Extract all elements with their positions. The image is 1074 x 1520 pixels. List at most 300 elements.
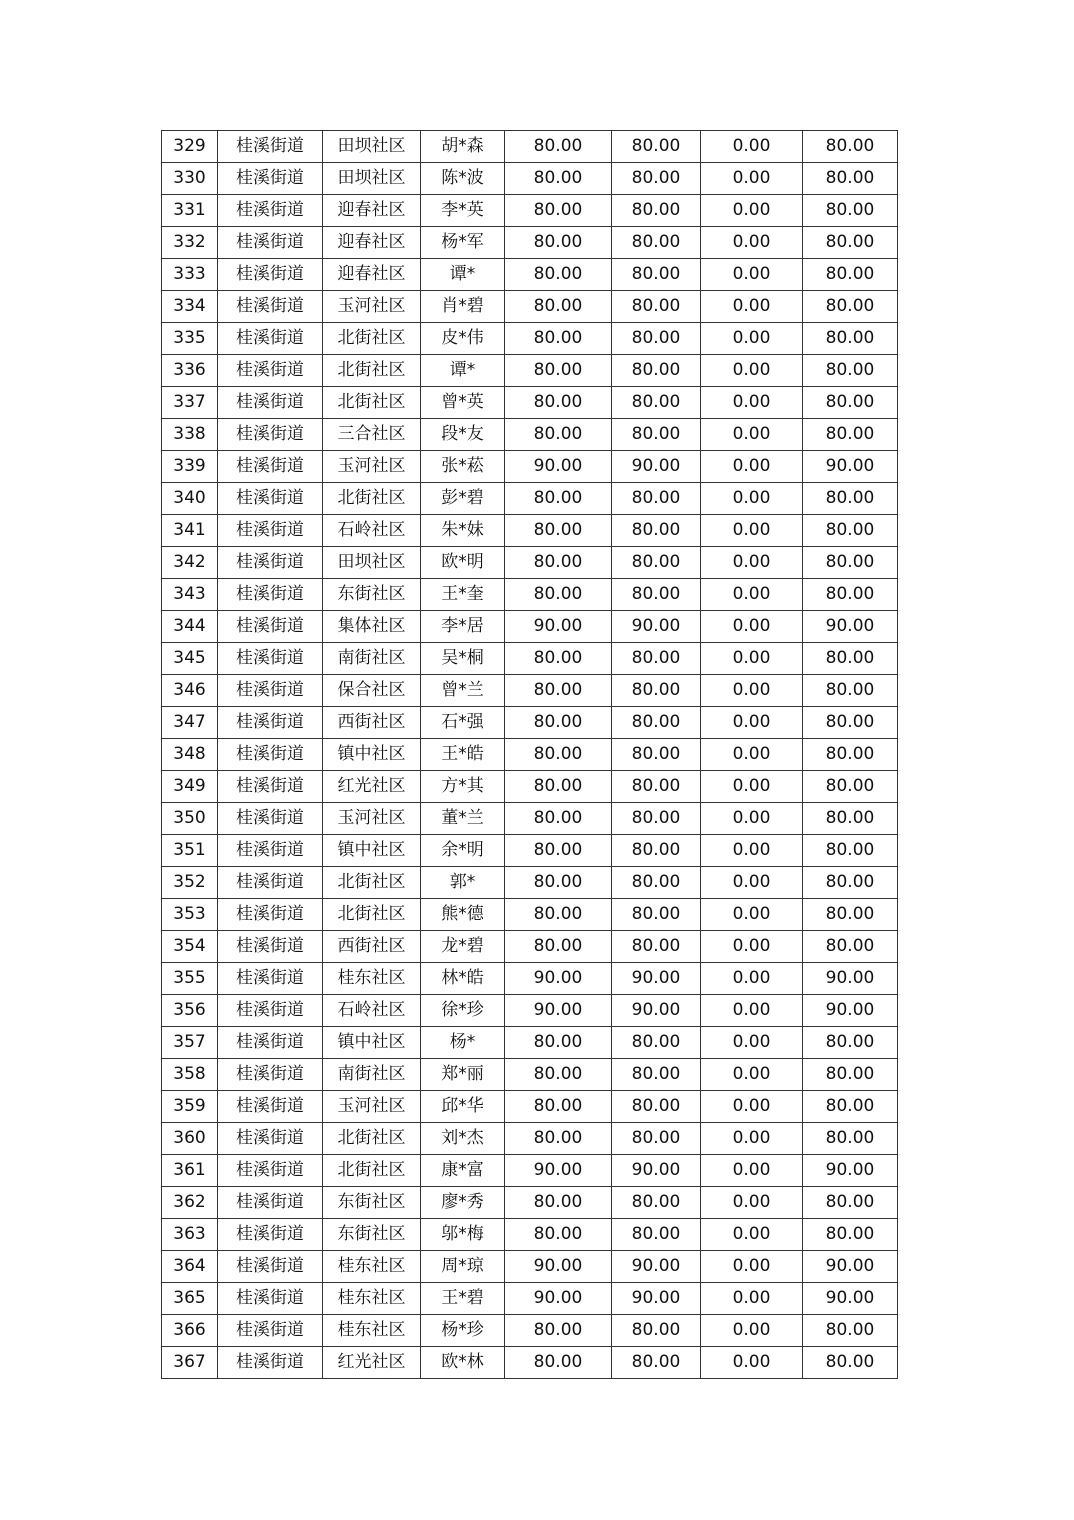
name-cell: 方*其 — [421, 771, 505, 803]
table-row — [162, 451, 898, 483]
row-number-cell: 355 — [162, 963, 218, 995]
street-cell: 桂溪街道 — [218, 291, 323, 323]
amount-cell: 80.00 — [505, 835, 612, 867]
amount-cell: 80.00 — [612, 675, 701, 707]
community-cell: 玉河社区 — [323, 451, 421, 483]
amount-cell: 80.00 — [505, 547, 612, 579]
amount-cell: 80.00 — [505, 387, 612, 419]
street-cell: 桂溪街道 — [218, 1347, 323, 1379]
name-cell: 肖*碧 — [421, 291, 505, 323]
street-cell: 桂溪街道 — [218, 931, 323, 963]
amount-cell: 80.00 — [612, 355, 701, 387]
amount-cell: 80.00 — [612, 195, 701, 227]
name-cell: 张*菘 — [421, 451, 505, 483]
amount-cell: 0.00 — [701, 867, 803, 899]
community-cell: 东街社区 — [323, 1219, 421, 1251]
amount-cell: 0.00 — [701, 931, 803, 963]
amount-cell: 80.00 — [612, 803, 701, 835]
amount-cell: 80.00 — [803, 1187, 898, 1219]
amount-cell: 80.00 — [803, 1027, 898, 1059]
amount-cell: 80.00 — [803, 547, 898, 579]
amount-cell: 90.00 — [505, 963, 612, 995]
community-cell: 玉河社区 — [323, 803, 421, 835]
community-cell: 南街社区 — [323, 1059, 421, 1091]
amount-cell: 80.00 — [803, 163, 898, 195]
table-body — [162, 131, 898, 1379]
name-cell: 曾*兰 — [421, 675, 505, 707]
amount-cell: 0.00 — [701, 579, 803, 611]
street-cell: 桂溪街道 — [218, 643, 323, 675]
amount-cell: 80.00 — [612, 835, 701, 867]
amount-cell: 80.00 — [612, 771, 701, 803]
amount-cell: 90.00 — [612, 1155, 701, 1187]
row-number-cell: 365 — [162, 1283, 218, 1315]
row-number-cell: 354 — [162, 931, 218, 963]
amount-cell: 0.00 — [701, 643, 803, 675]
street-cell: 桂溪街道 — [218, 771, 323, 803]
amount-cell: 80.00 — [505, 483, 612, 515]
row-number-cell: 336 — [162, 355, 218, 387]
table-row — [162, 707, 898, 739]
amount-cell: 0.00 — [701, 259, 803, 291]
row-number-cell: 360 — [162, 1123, 218, 1155]
amount-cell: 80.00 — [612, 579, 701, 611]
community-cell: 镇中社区 — [323, 739, 421, 771]
amount-cell: 80.00 — [612, 227, 701, 259]
name-cell: 谭* — [421, 259, 505, 291]
table-row — [162, 483, 898, 515]
amount-cell: 80.00 — [612, 323, 701, 355]
table-row — [162, 1347, 898, 1379]
amount-cell: 80.00 — [612, 163, 701, 195]
amount-cell: 80.00 — [612, 419, 701, 451]
table-row — [162, 899, 898, 931]
row-number-cell: 346 — [162, 675, 218, 707]
row-number-cell: 352 — [162, 867, 218, 899]
amount-cell: 80.00 — [505, 1027, 612, 1059]
amount-cell: 80.00 — [505, 323, 612, 355]
amount-cell: 80.00 — [612, 291, 701, 323]
amount-cell: 80.00 — [505, 195, 612, 227]
amount-cell: 80.00 — [803, 387, 898, 419]
name-cell: 段*友 — [421, 419, 505, 451]
amount-cell: 90.00 — [612, 963, 701, 995]
amount-cell: 80.00 — [803, 1315, 898, 1347]
community-cell: 红光社区 — [323, 1347, 421, 1379]
amount-cell: 0.00 — [701, 803, 803, 835]
amount-cell: 80.00 — [803, 739, 898, 771]
table-row — [162, 515, 898, 547]
amount-cell: 80.00 — [803, 1219, 898, 1251]
community-cell: 桂东社区 — [323, 1251, 421, 1283]
street-cell: 桂溪街道 — [218, 739, 323, 771]
amount-cell: 0.00 — [701, 1347, 803, 1379]
amount-cell: 80.00 — [803, 675, 898, 707]
amount-cell: 0.00 — [701, 1315, 803, 1347]
amount-cell: 80.00 — [505, 515, 612, 547]
community-cell: 北街社区 — [323, 867, 421, 899]
amount-cell: 80.00 — [505, 1187, 612, 1219]
row-number-cell: 332 — [162, 227, 218, 259]
name-cell: 吴*桐 — [421, 643, 505, 675]
amount-cell: 80.00 — [505, 675, 612, 707]
street-cell: 桂溪街道 — [218, 675, 323, 707]
street-cell: 桂溪街道 — [218, 1059, 323, 1091]
amount-cell: 80.00 — [505, 899, 612, 931]
community-cell: 红光社区 — [323, 771, 421, 803]
name-cell: 王*皓 — [421, 739, 505, 771]
street-cell: 桂溪街道 — [218, 1219, 323, 1251]
community-cell: 东街社区 — [323, 579, 421, 611]
amount-cell: 0.00 — [701, 899, 803, 931]
amount-cell: 0.00 — [701, 323, 803, 355]
row-number-cell: 330 — [162, 163, 218, 195]
community-cell: 西街社区 — [323, 707, 421, 739]
amount-cell: 80.00 — [505, 643, 612, 675]
amount-cell: 80.00 — [612, 707, 701, 739]
amount-cell: 0.00 — [701, 707, 803, 739]
name-cell: 杨* — [421, 1027, 505, 1059]
amount-cell: 80.00 — [505, 1091, 612, 1123]
amount-cell: 80.00 — [803, 227, 898, 259]
street-cell: 桂溪街道 — [218, 387, 323, 419]
amount-cell: 80.00 — [803, 1123, 898, 1155]
street-cell: 桂溪街道 — [218, 611, 323, 643]
amount-cell: 0.00 — [701, 227, 803, 259]
amount-cell: 0.00 — [701, 195, 803, 227]
amount-cell: 80.00 — [505, 579, 612, 611]
amount-cell: 80.00 — [803, 803, 898, 835]
amount-cell: 80.00 — [612, 1315, 701, 1347]
amount-cell: 80.00 — [803, 355, 898, 387]
name-cell: 陈*波 — [421, 163, 505, 195]
amount-cell: 80.00 — [612, 643, 701, 675]
name-cell: 王*碧 — [421, 1283, 505, 1315]
amount-cell: 80.00 — [803, 707, 898, 739]
amount-cell: 80.00 — [803, 835, 898, 867]
table-row — [162, 579, 898, 611]
community-cell: 北街社区 — [323, 355, 421, 387]
amount-cell: 80.00 — [505, 419, 612, 451]
amount-cell: 80.00 — [612, 1091, 701, 1123]
row-number-cell: 359 — [162, 1091, 218, 1123]
name-cell: 谭* — [421, 355, 505, 387]
table-row — [162, 387, 898, 419]
community-cell: 迎春社区 — [323, 227, 421, 259]
table-row — [162, 1155, 898, 1187]
row-number-cell: 364 — [162, 1251, 218, 1283]
amount-cell: 0.00 — [701, 419, 803, 451]
amount-cell: 80.00 — [612, 1347, 701, 1379]
amount-cell: 90.00 — [505, 1283, 612, 1315]
amount-cell: 80.00 — [803, 643, 898, 675]
street-cell: 桂溪街道 — [218, 451, 323, 483]
community-cell: 桂东社区 — [323, 1315, 421, 1347]
row-number-cell: 340 — [162, 483, 218, 515]
row-number-cell: 351 — [162, 835, 218, 867]
amount-cell: 80.00 — [803, 515, 898, 547]
amount-cell: 80.00 — [612, 1059, 701, 1091]
row-number-cell: 344 — [162, 611, 218, 643]
community-cell: 镇中社区 — [323, 835, 421, 867]
name-cell: 石*强 — [421, 707, 505, 739]
street-cell: 桂溪街道 — [218, 1027, 323, 1059]
street-cell: 桂溪街道 — [218, 195, 323, 227]
amount-cell: 80.00 — [803, 131, 898, 163]
table-row — [162, 835, 898, 867]
community-cell: 田坝社区 — [323, 131, 421, 163]
amount-cell: 80.00 — [612, 1187, 701, 1219]
table-row — [162, 1283, 898, 1315]
amount-cell: 80.00 — [803, 1347, 898, 1379]
amount-cell: 80.00 — [803, 1059, 898, 1091]
amount-cell: 80.00 — [612, 739, 701, 771]
row-number-cell: 345 — [162, 643, 218, 675]
amount-cell: 90.00 — [505, 1251, 612, 1283]
amount-cell: 0.00 — [701, 1123, 803, 1155]
amount-cell: 90.00 — [803, 1251, 898, 1283]
amount-cell: 90.00 — [505, 995, 612, 1027]
street-cell: 桂溪街道 — [218, 419, 323, 451]
amount-cell: 90.00 — [505, 451, 612, 483]
community-cell: 保合社区 — [323, 675, 421, 707]
amount-cell: 80.00 — [803, 867, 898, 899]
street-cell: 桂溪街道 — [218, 867, 323, 899]
row-number-cell: 337 — [162, 387, 218, 419]
row-number-cell: 350 — [162, 803, 218, 835]
amount-cell: 80.00 — [803, 1091, 898, 1123]
amount-cell: 80.00 — [612, 547, 701, 579]
street-cell: 桂溪街道 — [218, 1283, 323, 1315]
amount-cell: 0.00 — [701, 131, 803, 163]
table-row — [162, 643, 898, 675]
amount-cell: 80.00 — [505, 707, 612, 739]
street-cell: 桂溪街道 — [218, 355, 323, 387]
street-cell: 桂溪街道 — [218, 963, 323, 995]
amount-cell: 80.00 — [803, 259, 898, 291]
community-cell: 北街社区 — [323, 1123, 421, 1155]
row-number-cell: 357 — [162, 1027, 218, 1059]
amount-cell: 80.00 — [803, 899, 898, 931]
amount-cell: 90.00 — [803, 1155, 898, 1187]
amount-cell: 80.00 — [612, 515, 701, 547]
community-cell: 集体社区 — [323, 611, 421, 643]
row-number-cell: 367 — [162, 1347, 218, 1379]
row-number-cell: 333 — [162, 259, 218, 291]
table-row — [162, 227, 898, 259]
amount-cell: 90.00 — [612, 1251, 701, 1283]
street-cell: 桂溪街道 — [218, 835, 323, 867]
community-cell: 玉河社区 — [323, 291, 421, 323]
row-number-cell: 361 — [162, 1155, 218, 1187]
data-table — [161, 130, 898, 1379]
name-cell: 李*居 — [421, 611, 505, 643]
name-cell: 董*兰 — [421, 803, 505, 835]
table-row — [162, 1187, 898, 1219]
table-row — [162, 291, 898, 323]
table-row — [162, 195, 898, 227]
row-number-cell: 358 — [162, 1059, 218, 1091]
community-cell: 北街社区 — [323, 899, 421, 931]
amount-cell: 0.00 — [701, 1091, 803, 1123]
street-cell: 桂溪街道 — [218, 1187, 323, 1219]
community-cell: 迎春社区 — [323, 195, 421, 227]
name-cell: 胡*森 — [421, 131, 505, 163]
amount-cell: 80.00 — [803, 483, 898, 515]
row-number-cell: 338 — [162, 419, 218, 451]
amount-cell: 90.00 — [803, 451, 898, 483]
name-cell: 周*琼 — [421, 1251, 505, 1283]
table-row — [162, 963, 898, 995]
table-row — [162, 931, 898, 963]
community-cell: 北街社区 — [323, 323, 421, 355]
name-cell: 欧*林 — [421, 1347, 505, 1379]
amount-cell: 80.00 — [612, 387, 701, 419]
row-number-cell: 335 — [162, 323, 218, 355]
amount-cell: 80.00 — [612, 1123, 701, 1155]
row-number-cell: 348 — [162, 739, 218, 771]
table-row — [162, 739, 898, 771]
name-cell: 彭*碧 — [421, 483, 505, 515]
amount-cell: 80.00 — [612, 899, 701, 931]
amount-cell: 0.00 — [701, 1027, 803, 1059]
amount-cell: 0.00 — [701, 483, 803, 515]
amount-cell: 80.00 — [505, 931, 612, 963]
name-cell: 余*明 — [421, 835, 505, 867]
row-number-cell: 356 — [162, 995, 218, 1027]
amount-cell: 0.00 — [701, 1283, 803, 1315]
row-number-cell: 363 — [162, 1219, 218, 1251]
name-cell: 郑*丽 — [421, 1059, 505, 1091]
amount-cell: 90.00 — [803, 995, 898, 1027]
community-cell: 东街社区 — [323, 1187, 421, 1219]
name-cell: 康*富 — [421, 1155, 505, 1187]
community-cell: 桂东社区 — [323, 1283, 421, 1315]
street-cell: 桂溪街道 — [218, 259, 323, 291]
name-cell: 龙*碧 — [421, 931, 505, 963]
amount-cell: 0.00 — [701, 675, 803, 707]
amount-cell: 80.00 — [612, 259, 701, 291]
amount-cell: 80.00 — [803, 931, 898, 963]
row-number-cell: 362 — [162, 1187, 218, 1219]
amount-cell: 80.00 — [505, 803, 612, 835]
name-cell: 刘*杰 — [421, 1123, 505, 1155]
name-cell: 皮*伟 — [421, 323, 505, 355]
community-cell: 北街社区 — [323, 1155, 421, 1187]
amount-cell: 90.00 — [505, 1155, 612, 1187]
amount-cell: 80.00 — [505, 259, 612, 291]
table-row — [162, 611, 898, 643]
table-row — [162, 419, 898, 451]
street-cell: 桂溪街道 — [218, 483, 323, 515]
street-cell: 桂溪街道 — [218, 579, 323, 611]
amount-cell: 80.00 — [505, 771, 612, 803]
amount-cell: 0.00 — [701, 611, 803, 643]
name-cell: 王*奎 — [421, 579, 505, 611]
table-row — [162, 355, 898, 387]
amount-cell: 0.00 — [701, 355, 803, 387]
street-cell: 桂溪街道 — [218, 1315, 323, 1347]
table-row — [162, 1219, 898, 1251]
amount-cell: 80.00 — [612, 131, 701, 163]
amount-cell: 80.00 — [803, 195, 898, 227]
name-cell: 曾*英 — [421, 387, 505, 419]
amount-cell: 90.00 — [803, 1283, 898, 1315]
community-cell: 迎春社区 — [323, 259, 421, 291]
row-number-cell: 334 — [162, 291, 218, 323]
amount-cell: 80.00 — [505, 739, 612, 771]
amount-cell: 0.00 — [701, 291, 803, 323]
table-row — [162, 771, 898, 803]
table-row — [162, 323, 898, 355]
street-cell: 桂溪街道 — [218, 131, 323, 163]
amount-cell: 90.00 — [612, 611, 701, 643]
amount-cell: 80.00 — [505, 355, 612, 387]
row-number-cell: 341 — [162, 515, 218, 547]
amount-cell: 80.00 — [612, 1219, 701, 1251]
community-cell: 桂东社区 — [323, 963, 421, 995]
community-cell: 南街社区 — [323, 643, 421, 675]
amount-cell: 0.00 — [701, 963, 803, 995]
row-number-cell: 339 — [162, 451, 218, 483]
community-cell: 镇中社区 — [323, 1027, 421, 1059]
amount-cell: 80.00 — [803, 323, 898, 355]
community-cell: 石岭社区 — [323, 515, 421, 547]
name-cell: 徐*珍 — [421, 995, 505, 1027]
table-row — [162, 163, 898, 195]
name-cell: 邬*梅 — [421, 1219, 505, 1251]
amount-cell: 0.00 — [701, 739, 803, 771]
name-cell: 杨*军 — [421, 227, 505, 259]
amount-cell: 0.00 — [701, 771, 803, 803]
amount-cell: 80.00 — [803, 579, 898, 611]
row-number-cell: 329 — [162, 131, 218, 163]
name-cell: 郭* — [421, 867, 505, 899]
amount-cell: 0.00 — [701, 515, 803, 547]
table-row — [162, 803, 898, 835]
street-cell: 桂溪街道 — [218, 995, 323, 1027]
name-cell: 李*英 — [421, 195, 505, 227]
table-row — [162, 259, 898, 291]
amount-cell: 0.00 — [701, 995, 803, 1027]
street-cell: 桂溪街道 — [218, 1251, 323, 1283]
amount-cell: 0.00 — [701, 1187, 803, 1219]
table-row — [162, 995, 898, 1027]
table-row — [162, 1123, 898, 1155]
amount-cell: 80.00 — [803, 419, 898, 451]
amount-cell: 80.00 — [505, 1315, 612, 1347]
name-cell: 林*皓 — [421, 963, 505, 995]
amount-cell: 0.00 — [701, 1251, 803, 1283]
amount-cell: 80.00 — [505, 1123, 612, 1155]
name-cell: 杨*珍 — [421, 1315, 505, 1347]
community-cell: 田坝社区 — [323, 547, 421, 579]
street-cell: 桂溪街道 — [218, 547, 323, 579]
street-cell: 桂溪街道 — [218, 707, 323, 739]
table-row — [162, 1315, 898, 1347]
street-cell: 桂溪街道 — [218, 899, 323, 931]
street-cell: 桂溪街道 — [218, 515, 323, 547]
community-cell: 北街社区 — [323, 387, 421, 419]
amount-cell: 80.00 — [505, 163, 612, 195]
amount-cell: 80.00 — [505, 291, 612, 323]
community-cell: 三合社区 — [323, 419, 421, 451]
street-cell: 桂溪街道 — [218, 1091, 323, 1123]
table-row — [162, 675, 898, 707]
row-number-cell: 347 — [162, 707, 218, 739]
amount-cell: 0.00 — [701, 451, 803, 483]
row-number-cell: 353 — [162, 899, 218, 931]
